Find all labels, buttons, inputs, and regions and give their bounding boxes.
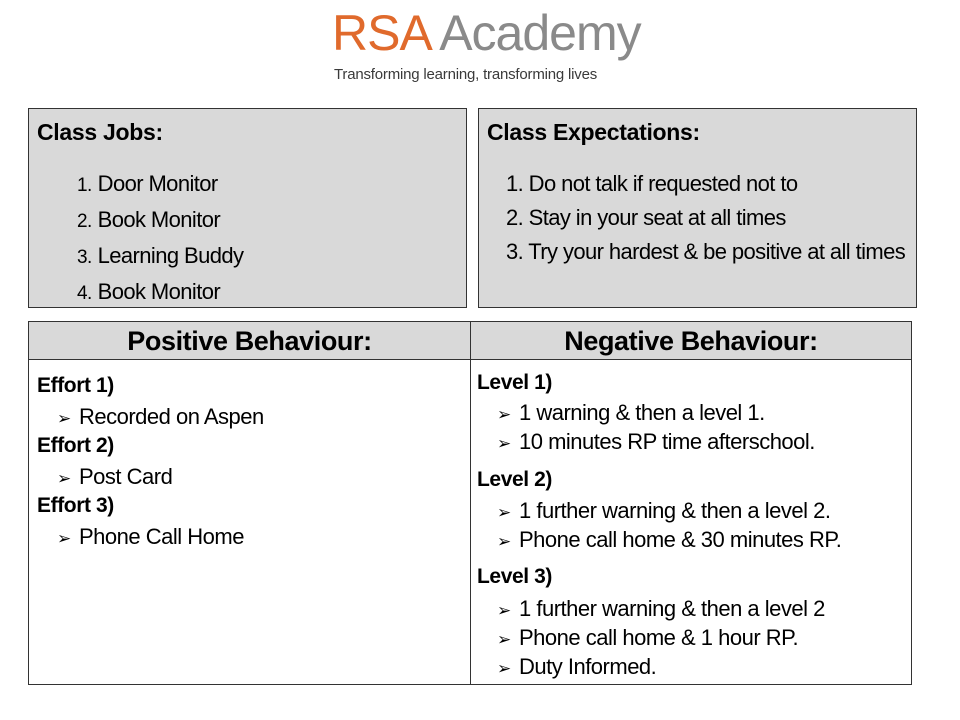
class-job-text: Learning Buddy [97,243,244,268]
level-bullet-text: 10 minutes RP time afterschool. [519,429,815,454]
expectation-text: Do not talk if requested not to [528,171,798,196]
arrow-bullet-icon: ➢ [57,409,71,428]
arrow-bullet-icon: ➢ [497,630,511,649]
level-bullet [497,429,815,455]
level-bullet-text: Phone call home & 30 minutes RP. [519,527,842,552]
effort-bullet-text: Recorded on Aspen [79,404,264,429]
level-bullet-text: 1 further warning & then a level 2. [519,498,831,523]
level-title: Level 2) [477,468,553,491]
logo-title [332,4,641,62]
positive-behaviour-column [29,360,471,684]
logo-brand-primary: RSA [332,5,430,61]
class-job-item [77,239,243,275]
level-bullet [497,498,830,524]
arrow-bullet-icon: ➢ [497,503,511,522]
level-bullet-text: Phone call home & 1 hour RP. [519,625,799,650]
class-jobs-list [77,167,243,311]
effort-bullet [57,464,172,490]
negative-behaviour-header: Negative Behaviour: [471,322,911,360]
class-job-item [77,167,243,203]
arrow-bullet-icon: ➢ [497,405,511,424]
expectation-number: 2. [506,205,524,230]
effort-bullet-text: Phone Call Home [79,524,244,549]
expectation-item [506,167,905,201]
class-job-item [77,203,243,239]
class-job-number: 3. [77,247,92,268]
level-bullet-text: 1 further warning & then a level 2 [519,596,825,621]
level-bullet [497,527,841,553]
expectation-item [506,201,905,235]
class-job-text: Book Monitor [97,279,221,304]
level-bullet-text: 1 warning & then a level 1. [519,400,765,425]
expectation-text: Stay in your seat at all times [528,205,786,230]
effort-title: Effort 3) [37,494,114,517]
arrow-bullet-icon: ➢ [497,434,511,453]
level-bullet [497,625,798,651]
effort-bullet [57,524,244,550]
level-bullet [497,400,765,426]
expectation-item [506,235,905,269]
class-job-number: 1. [77,175,92,196]
expectation-number: 3. [506,239,524,264]
arrow-bullet-icon: ➢ [57,529,71,548]
class-expectations-panel [478,108,917,308]
class-jobs-title: Class Jobs: [37,119,163,145]
arrow-bullet-icon: ➢ [497,601,511,620]
level-title: Level 1) [477,371,553,394]
arrow-bullet-icon: ➢ [497,532,511,551]
class-job-text: Book Monitor [97,207,221,232]
arrow-bullet-icon: ➢ [57,469,71,488]
class-job-number: 4. [77,283,92,304]
behaviour-table [28,321,912,685]
arrow-bullet-icon: ➢ [497,659,511,678]
expectation-text: Try your hardest & be positive at all times [528,239,906,264]
class-job-text: Door Monitor [97,171,218,196]
class-job-item [77,275,243,311]
level-bullet [497,654,656,680]
logo-brand-secondary: Academy [439,5,641,61]
class-jobs-panel [28,108,467,308]
effort-title: Effort 2) [37,434,114,457]
rsa-academy-logo [332,4,641,94]
effort-bullet-text: Post Card [79,464,173,489]
class-expectations-title: Class Expectations: [487,119,700,145]
effort-bullet [57,404,264,430]
class-job-number: 2. [77,211,92,232]
expectation-number: 1. [506,171,524,196]
level-bullet-text: Duty Informed. [519,654,657,679]
positive-behaviour-header: Positive Behaviour: [29,322,471,360]
logo-tagline: Transforming learning, transforming lives [334,66,598,83]
class-expectations-list [506,167,905,269]
level-bullet [497,596,825,622]
level-title: Level 3) [477,565,553,588]
negative-behaviour-column [471,360,911,684]
effort-title: Effort 1) [37,374,114,397]
